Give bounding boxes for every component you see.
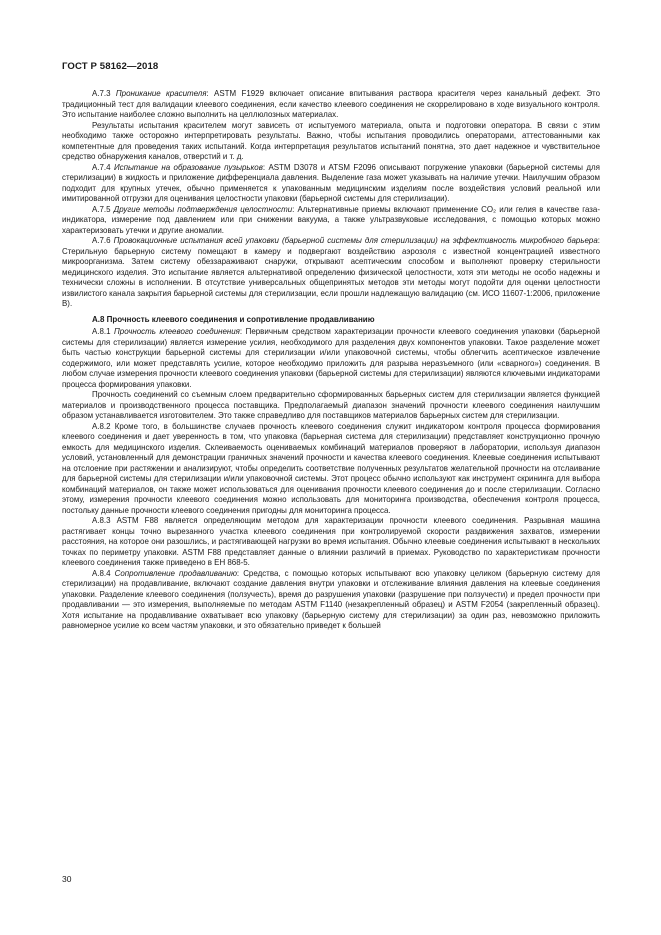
paragraph-text: : ASTM F1929 включает описание впитывания раствора красителя через канальный дефект. Это традиционный тест для валидации клеевого соединения, если качество клеевого соединения не скоррелировано в ходе визуального контроля. Это испытание наиболее сложно выполнить на целлюлозных материалах. xyxy=(62,89,600,119)
paragraph-a-8-3 xyxy=(62,516,600,569)
paragraph-a-8-1 xyxy=(62,327,600,390)
clause-title: Провокационные испытания всей упаковки (барьерной системы для стерилизации) на эффективность микробного барьера xyxy=(113,236,598,245)
paragraph-text: ASTM F88 является определяющим методом для характеризации прочности клеевого соединения. Разрывная машина растягивает концы точно вырезанного участка клеевого соединения при контролируемой скорости раздвижения захватов, измерении расстояния, на которое они разошлись, и растягивающей нагрузки во время испытания. Обычно клеевые соединения испытывают в нескольких точках по периметру упаковки. ASTM F88 представляет данные о влиянии различий в приемах. Руководство по характеристикам прочности клеевого соединения также приведено в ЕН 868-5. xyxy=(62,516,600,567)
paragraph-a-8-1-note xyxy=(62,390,600,422)
paragraph-a-7-5 xyxy=(62,205,600,237)
clause-number: А.7.5 xyxy=(92,204,114,214)
clause-number: А.8.3 xyxy=(92,516,117,525)
paragraph-text: : Первичным средством характеризации прочности клеевого соединения упаковки (барьерной системы для стерилизации) является измерение усилия, необходимого для разделения двух компонентов упаковки. Такое разделение может быть частью конструкции барьерной системы для стерилизации и/или упаковочной системы, чтобы облегчить асептическое извлечение содержимого, или может представлять усилие, которое необходимо приложить для разрыва неразъемного (или «сварного») соединения. В любом случае измерения прочности клеевого соединения упаковки (барьерной системы для стерилизации) являются ключевыми индикаторами процесса формирования упаковки. xyxy=(62,327,600,389)
section-heading-a-8: А.8 Прочность клеевого соединения и сопротивление продавливанию xyxy=(92,314,375,324)
clause-title: Испытание на образование пузырьков xyxy=(113,162,263,172)
clause-number: А.8.1 xyxy=(92,327,115,336)
clause-number: А.7.4 xyxy=(92,162,114,172)
clause-number: А.7.3 xyxy=(92,89,116,98)
paragraph-a-7-6 xyxy=(62,236,600,310)
paragraph-text: Результаты испытания красителем могут зависеть от испытуемого материала, опыта и подготовки оператора. В связи с этим необходимо также осторожно интерпретировать результаты. Важно, чтобы испытания проводились операторами, аттестованными как компетентные для проведения таких испытаний. Когда интерпретация результатов испытаний понятна, это дает надежное и чувствительное средство обнаружения каналов, отверстий и т. д. xyxy=(62,120,600,161)
paragraph-a-8-2 xyxy=(62,422,600,517)
paragraph-a-7-3 xyxy=(62,89,600,121)
document-header: ГОСТ Р 58162—2018 xyxy=(62,61,159,72)
paragraph-text: : Средства, с помощью которых испытывают всю упаковку целиком (барьерную систему для стерилизации) на продавливание, включают создание давления внутри упаковки и отслеживание влияния давления на клеевые соединения упаковки. Разделение клеевого соединения (ползучесть), время до разрушения упаковки (разрушение при ползучести) и предел прочности при продавливании — это измерения, выполняемые по методам ASTM F1140 (незакрепленный образец) и ASTM F2054 (закрепленный образец). Хотя испытание на продавливание охватывает всю упаковку (барьерную систему для стерилизации) за один раз, невозможно приложить равномерное усилие ко всем частям упаковки, и это обязательно приведет к большей xyxy=(62,568,600,630)
clause-title: Прочность клеевого соединения xyxy=(114,327,240,336)
document-body xyxy=(62,89,600,632)
clause-number: А.8.4 xyxy=(92,568,115,578)
paragraph-text: : Альтернативные приемы включают применение CO₂ или гелия в качестве газа-индикатора, измерение под давлением или при снижении вакуума, а также ультразвуковые исследования, с помощью которых можно характеризовать утечки и другие аномалии. xyxy=(62,204,600,235)
paragraph-text: Прочность соединений со съемным слоем предварительно сформированных барьерных систем для стерилизации является функцией материалов и производственного процесса поставщика. Предполагаемый диапазон значений прочности клеевого соединения наилучшим образом устанавливается изготовителем. Это также справедливо для поставщиков материалов барьерных систем для стерилизации. xyxy=(62,390,600,420)
clause-title: Проникание красителя xyxy=(115,89,207,98)
clause-number: А.8.2 xyxy=(92,421,115,431)
clause-title: Другие методы подтверждения целостности xyxy=(113,204,293,214)
page-number: 30 xyxy=(62,874,72,884)
paragraph-text: Кроме того, в большинстве случаев прочность клеевого соединения служит индикатором контроля процесса формирования клеевого соединения и дает уверенность в том, что упаковка (барьерная система для стерилизации) представляет конструкционно прочную емкость для медицинского изделия. Склеиваемость оцениваемых комбинаций материалов проверяют в лаборатории, используя диапазон условий, установленный для демонстрации граничных значений прочности и качества клеевого соединения. Клеевые соединения испытывают на отслоение при растяжении и анализируют, чтобы определить соответствие полученных результатов желательной прочности на отслаивание для барьерной системы для стерилизации и/или упаковочной системы. Этот процесс обычно используют как инструмент скрининга для выбора комбинаций материалов, он также может использоваться для оценивания прочности клеевого соединения до и после стерилизации. Согласно этому, измерения прочности клеевого соединения можно использовать для мониторинга производства, обеспечения контроля процесса, постольку данные прочности клеевого соединения пригодны для мониторинга процесса. xyxy=(62,421,600,515)
paragraph-a-8-4 xyxy=(62,569,600,632)
paragraph-text: : Стерильную барьерную систему помещают в камеру и подвергают воздействию аэрозоля с известной концентрацией известного микроорганизма. Затем систему обеззараживают снаружи, открывают асептическим способом и выполняют проверку стерильности медицинского изделия. Это испытание является альтернативой определению физической целостности, хотя эти методы не особо надежны и технически сложны в исполнении. В отсутствие универсальных общепринятых методов эти методы могут подойти для оценки целостности извилистого канала закрытия барьерной системы для стерилизации, если прошли надлежащую валидацию (см. ИСО 11607-1:2006, приложение В). xyxy=(62,236,600,308)
paragraph-text: : ASTM D3078 и ATSM F2096 описывают погружение упаковки (барьерной системы для стерилизации) в жидкость и приложение дифференциала давления. Выделение газа может указывать на наличие утечки. Наилучшим образом подходит для крупных утечек, обычно применяется к упакованным медицинским изделиям после воздействия условий реальной или имитированной отгрузки для оценивания целостности упаковки (барьерной системы для стерилизации). xyxy=(62,162,600,203)
paragraph-a-7-3-note xyxy=(62,121,600,163)
clause-number: А.7.6 xyxy=(92,236,114,245)
paragraph-a-7-4 xyxy=(62,163,600,205)
clause-title: Сопротивление продавливанию xyxy=(114,568,237,578)
